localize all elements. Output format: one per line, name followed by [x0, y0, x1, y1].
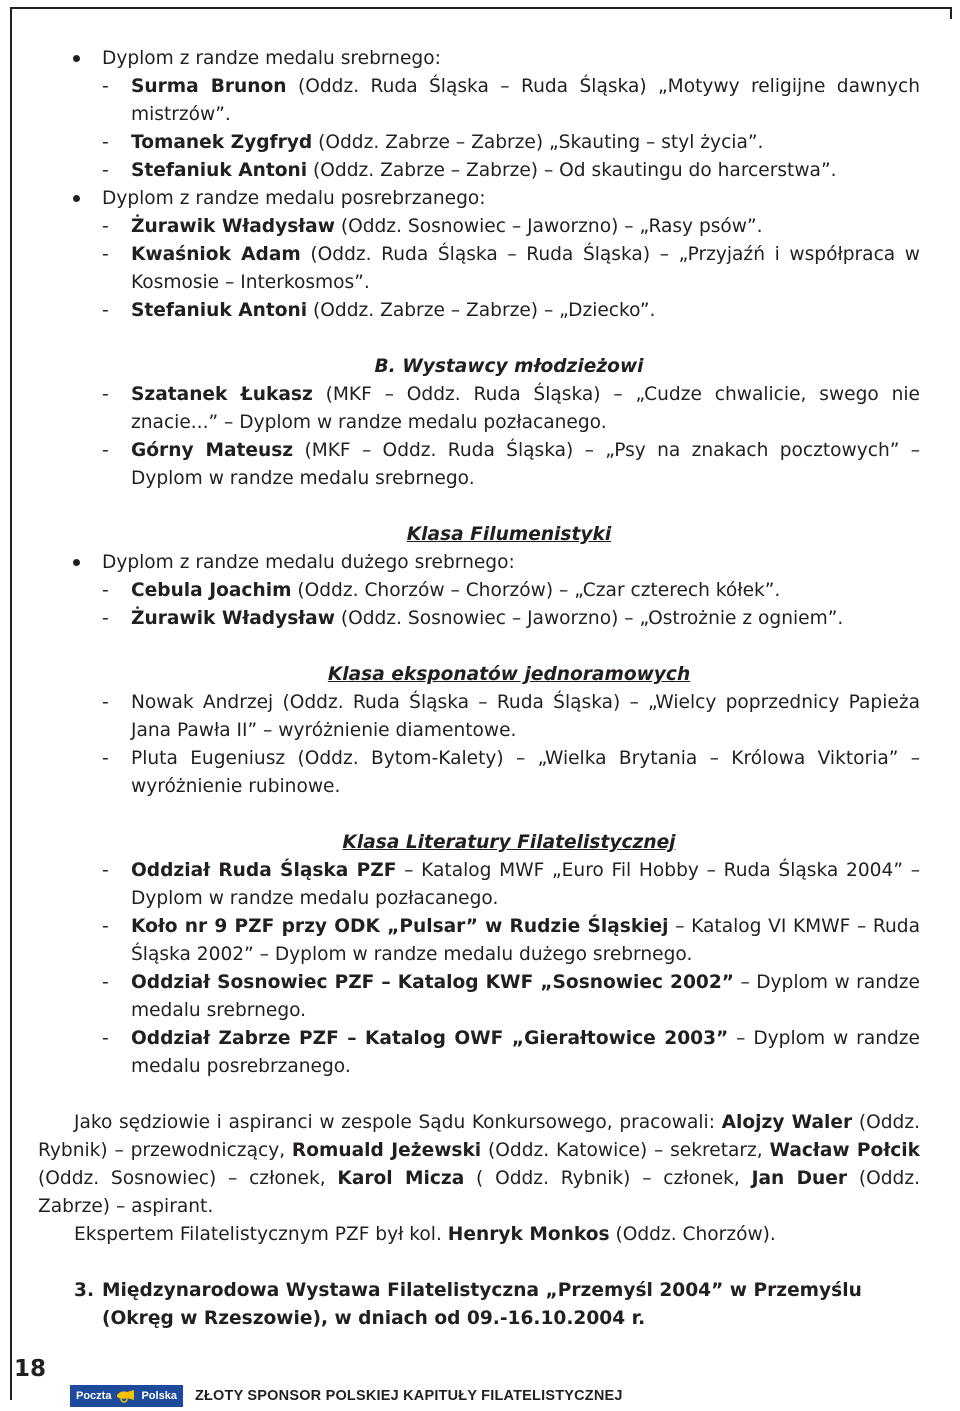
expert-text: (Oddz. Chorzów).: [609, 1224, 776, 1245]
exhibitor-name: Surma Brunon: [131, 76, 287, 97]
entry-stefaniuk-1: [38, 157, 920, 185]
entry-zurawik-2: [38, 605, 920, 633]
jury-text: Jako sędziowie i aspiranci w zespole Sądu Konkursowego, pracowali:: [74, 1112, 722, 1133]
document-body: [38, 45, 920, 1333]
page-frame-top: [10, 7, 952, 9]
exhibitor-name: Kwaśniok Adam: [131, 244, 301, 265]
entry-details: (Oddz. Zabrze – Zabrze) – „Dziecko”.: [307, 300, 656, 321]
exhibitor-name: Żurawik Władysław: [131, 608, 335, 629]
section-3-heading: [38, 1277, 920, 1333]
entry-stefaniuk-2: [38, 297, 920, 325]
jury-paragraph: [38, 1109, 920, 1221]
entry-details: – Dyplom w randze medalu srebrnego.: [131, 972, 921, 1021]
post-horn-icon: [115, 1388, 137, 1404]
exhibitor-name: Koło nr 9 PZF przy ODK „Pulsar” w Rudzie Śląskiej: [131, 916, 669, 937]
expert-name: Henryk Monkos: [447, 1224, 610, 1245]
filumenistics-heading: Klasa Filumenistyki: [406, 524, 612, 545]
entry-details: (Oddz. Zabrze – Zabrze) – Od skautingu do harcerstwa”.: [307, 160, 837, 181]
logo-text-right: Polska: [141, 1390, 177, 1402]
youth-heading: B. Wystawcy młodzieżowi: [374, 356, 644, 377]
one-frame-heading: Klasa eksponatów jednoramowych: [327, 664, 691, 685]
exhibitor-name: Tomanek Zygfryd: [131, 132, 313, 153]
entry-zabrze-pzf: [38, 1025, 920, 1081]
entry-zurawik-1: [38, 213, 920, 241]
entry-details: (Oddz. Zabrze – Zabrze) „Skauting – styl życia”.: [312, 132, 764, 153]
entry-details: (Oddz. Ruda Śląska – Ruda Śląska) „Motywy religijne dawnych mistrzów”.: [131, 76, 920, 125]
entry-details: (Oddz. Sosnowiec – Jaworzno) – „Ostrożnie z ogniem”.: [334, 608, 844, 629]
exhibitor-name: Cebula Joachim: [131, 580, 292, 601]
entry-gorny: [38, 437, 920, 493]
exhibitor-name: Szatanek Łukasz: [131, 384, 313, 405]
jury-text: (Oddz. Sosnowiec) – członek,: [38, 1168, 338, 1189]
page-number: 18: [14, 1356, 47, 1382]
sponsor-text: ZŁOTY SPONSOR POLSKIEJ KAPITUŁY FILATELISTYCZNEJ: [194, 1388, 623, 1404]
section-title: Międzynarodowa Wystawa Filatelistyczna „Przemyśl 2004” w Przemyślu (Okręg w Rzeszowie), w dniach od 09.-16.10.2004 r.: [102, 1280, 862, 1329]
entry-details: – Katalog MWF „Euro Fil Hobby – Ruda Śląska 2004” – Dyplom w randze medalu pozłacanego.: [131, 860, 920, 909]
entry-szatanek: [38, 381, 920, 437]
jury-name: Karol Micza: [337, 1168, 465, 1189]
jury-text: (Oddz. Katowice) – sekretarz,: [481, 1140, 770, 1161]
exhibitor-name: Górny Mateusz: [131, 440, 294, 461]
entry-details: (Oddz. Chorzów – Chorzów) – „Czar czterech kółek”.: [291, 580, 781, 601]
entry-nowak: - Nowak Andrzej (Oddz. Ruda Śląska – Ruda Śląska) – „Wielcy poprzednicy Papieża Jana Pawła II” – wyróżnienie diamentowe.: [38, 689, 920, 745]
poczta-polska-logo: [70, 1385, 183, 1407]
entry-pluta: - Pluta Eugeniusz (Oddz. Bytom-Kalety) – „Wielka Brytania – Królowa Viktoria” – wyróżnienie rubinowe.: [38, 745, 920, 801]
jury-name: Alojzy Waler: [721, 1112, 853, 1133]
exhibitor-name: Oddział Sosnowiec PZF – Katalog KWF „Sosnowiec 2002”: [131, 972, 734, 993]
jury-name: Jan Duer: [751, 1168, 848, 1189]
jury-text: (Oddz. Zabrze) – aspirant.: [38, 1168, 921, 1217]
entry-details: (Oddz. Sosnowiec – Jaworzno) – „Rasy psów”.: [334, 216, 763, 237]
exhibitor-name: Żurawik Władysław: [131, 216, 335, 237]
jury-name: Wacław Połcik: [769, 1140, 920, 1161]
award-large-silver: Dyplom z randze medalu dużego srebrnego:: [38, 549, 920, 577]
jury-text: ( Oddz. Rybnik) – członek,: [464, 1168, 752, 1189]
exhibitor-name: Oddział Zabrze PZF – Katalog OWF „Gierałtowice 2003”: [131, 1028, 729, 1049]
entry-kwasniok: [38, 241, 920, 297]
entry-details: (MKF – Oddz. Ruda Śląska) – „Psy na znakach pocztowych” – Dyplom w randze medalu srebrnego.: [131, 440, 920, 489]
entry-details: – Dyplom w randze medalu posrebrzanego.: [131, 1028, 921, 1077]
jury-text: (Oddz. Rybnik) – przewodniczący,: [38, 1112, 920, 1161]
literature-heading: Klasa Literatury Filatelistycznej: [342, 832, 676, 853]
award-silver-plated: Dyplom z randze medalu posrebrzanego:: [38, 185, 920, 213]
exhibitor-name: Stefaniuk Antoni: [131, 300, 308, 321]
page-frame-left: [10, 7, 12, 1400]
entry-kolo-9: [38, 913, 920, 969]
entry-details: (MKF – Oddz. Ruda Śląska) – „Cudze chwalicie, swego nie znacie...” – Dyplom w randze medalu pozłacanego.: [131, 384, 920, 433]
entry-ruda-pzf: [38, 857, 920, 913]
exhibitor-name: Stefaniuk Antoni: [131, 160, 308, 181]
entry-details: (Oddz. Ruda Śląska – Ruda Śląska) – „Przyjaźń i współpraca w Kosmosie – Interkosmos”.: [131, 244, 921, 293]
footer: [70, 1385, 940, 1407]
entry-sosnowiec-pzf: [38, 969, 920, 1025]
page-frame-notch: [950, 7, 952, 19]
logo-text-left: Poczta: [76, 1390, 112, 1402]
expert-text: Ekspertem Filatelistycznym PZF był kol.: [74, 1224, 448, 1245]
expert-line: [38, 1221, 920, 1249]
entry-tomanek: [38, 129, 920, 157]
entry-cebula: [38, 577, 920, 605]
entry-details: – Katalog VI KMWF – Ruda Śląska 2002” – Dyplom w randze medalu dużego srebrnego.: [131, 916, 920, 965]
entry-surma: [38, 73, 920, 129]
award-silver: Dyplom z randze medalu srebrnego:: [38, 45, 920, 73]
section-number: 3.: [74, 1280, 95, 1301]
exhibitor-name: Oddział Ruda Śląska PZF: [131, 860, 397, 881]
jury-name: Romuald Jeżewski: [291, 1140, 482, 1161]
